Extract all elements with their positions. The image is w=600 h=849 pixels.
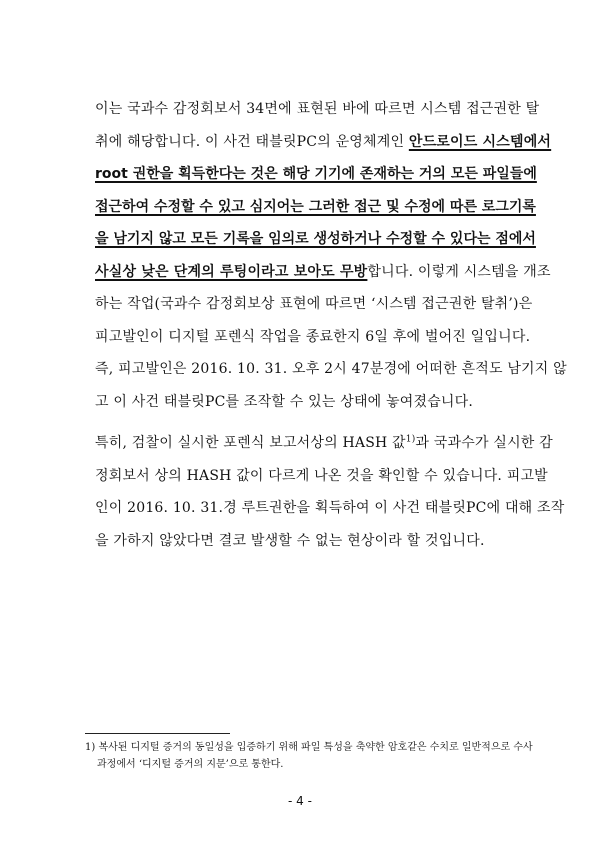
text-line [95, 223, 536, 256]
text-line [95, 256, 551, 289]
text-line [95, 427, 553, 460]
text-run: 과 국과수가 실시한 감 [415, 435, 553, 451]
page-number: - 4 - [288, 794, 312, 808]
footnote-reference[interactable]: 1) [405, 434, 416, 445]
footnote-line: 1) 복사된 디지털 증거의 동일성을 입증하기 위해 파일 특성을 축약한 암호같은 수치로 일반적으로 수사 [85, 742, 533, 753]
text-line [95, 93, 540, 126]
text-run: 정회보서 상의 HASH 값이 다르게 나온 것을 확인할 수 있습니다. 피고발 [95, 467, 548, 484]
emphasized-text: 접근하여 수정할 수 있고 심지어는 그러한 접근 및 수정에 따른 로그기록 [95, 198, 536, 215]
text-run: 특히, 검찰이 실시한 포렌식 보고서상의 HASH 값 [95, 435, 406, 451]
text-run: 피고발인이 디지털 포렌식 작업을 종료한지 6일 후에 벌어진 일입니다. [95, 328, 531, 345]
emphasized-text: 사실상 낮은 단계의 루팅이라고 보아도 무방 [95, 263, 368, 280]
text-line [95, 460, 548, 493]
text-run: 즉, 피고발인은 2016. 10. 31. 오후 2시 47분경에 어떠한 흔적도 남기지 않 [95, 361, 567, 377]
emphasized-text: root 권한을 획득한다는 것은 해당 기기에 존재하는 거의 모든 파일들에 [95, 166, 537, 182]
text-run: 인이 2016. 10. 31.경 루트권한을 획득하여 이 사건 태블릿PC에 대해 조작 [95, 500, 565, 516]
text-line [95, 386, 515, 419]
text-line [95, 288, 533, 321]
paragraph-root-access [95, 93, 567, 418]
text-run: 취에 해당합니다. 이 사건 태블릿PC의 운영체계인 [95, 133, 409, 150]
text-run: 하는 작업(국과수 감정회보상 표현에 따르면 ‘시스템 접근권한 탈취’)은 [95, 296, 533, 312]
footnote-line: 과정에서 ‘디지털 증거의 지문’으로 통한다. [97, 759, 284, 770]
text-line [95, 525, 515, 558]
text-run: 을 가하지 않았다면 결코 발생할 수 없는 현상이라 할 것입니다. [95, 532, 485, 549]
text-run: 고 이 사건 태블릿PC를 조작할 수 있는 상태에 놓여졌습니다. [95, 393, 474, 410]
text-run: 이는 국과수 감정회보서 34면에 표현된 바에 따르면 시스템 접근권한 탈 [95, 101, 540, 117]
paragraph-hash-mismatch [95, 427, 565, 557]
emphasized-text: 을 남기지 않고 모든 기록을 임의로 생성하거나 수정할 수 있다는 점에서 [95, 231, 536, 247]
text-line [95, 321, 531, 354]
text-line [95, 492, 565, 525]
footnote [85, 739, 533, 773]
text-line [95, 126, 552, 159]
text-line [95, 353, 567, 386]
text-run: 합니다. 이렇게 시스템을 개조 [367, 263, 551, 280]
footnote-separator [85, 733, 230, 734]
emphasized-text: 안드로이드 시스템에서 [408, 133, 552, 150]
text-line [95, 191, 536, 224]
text-line [95, 158, 537, 191]
